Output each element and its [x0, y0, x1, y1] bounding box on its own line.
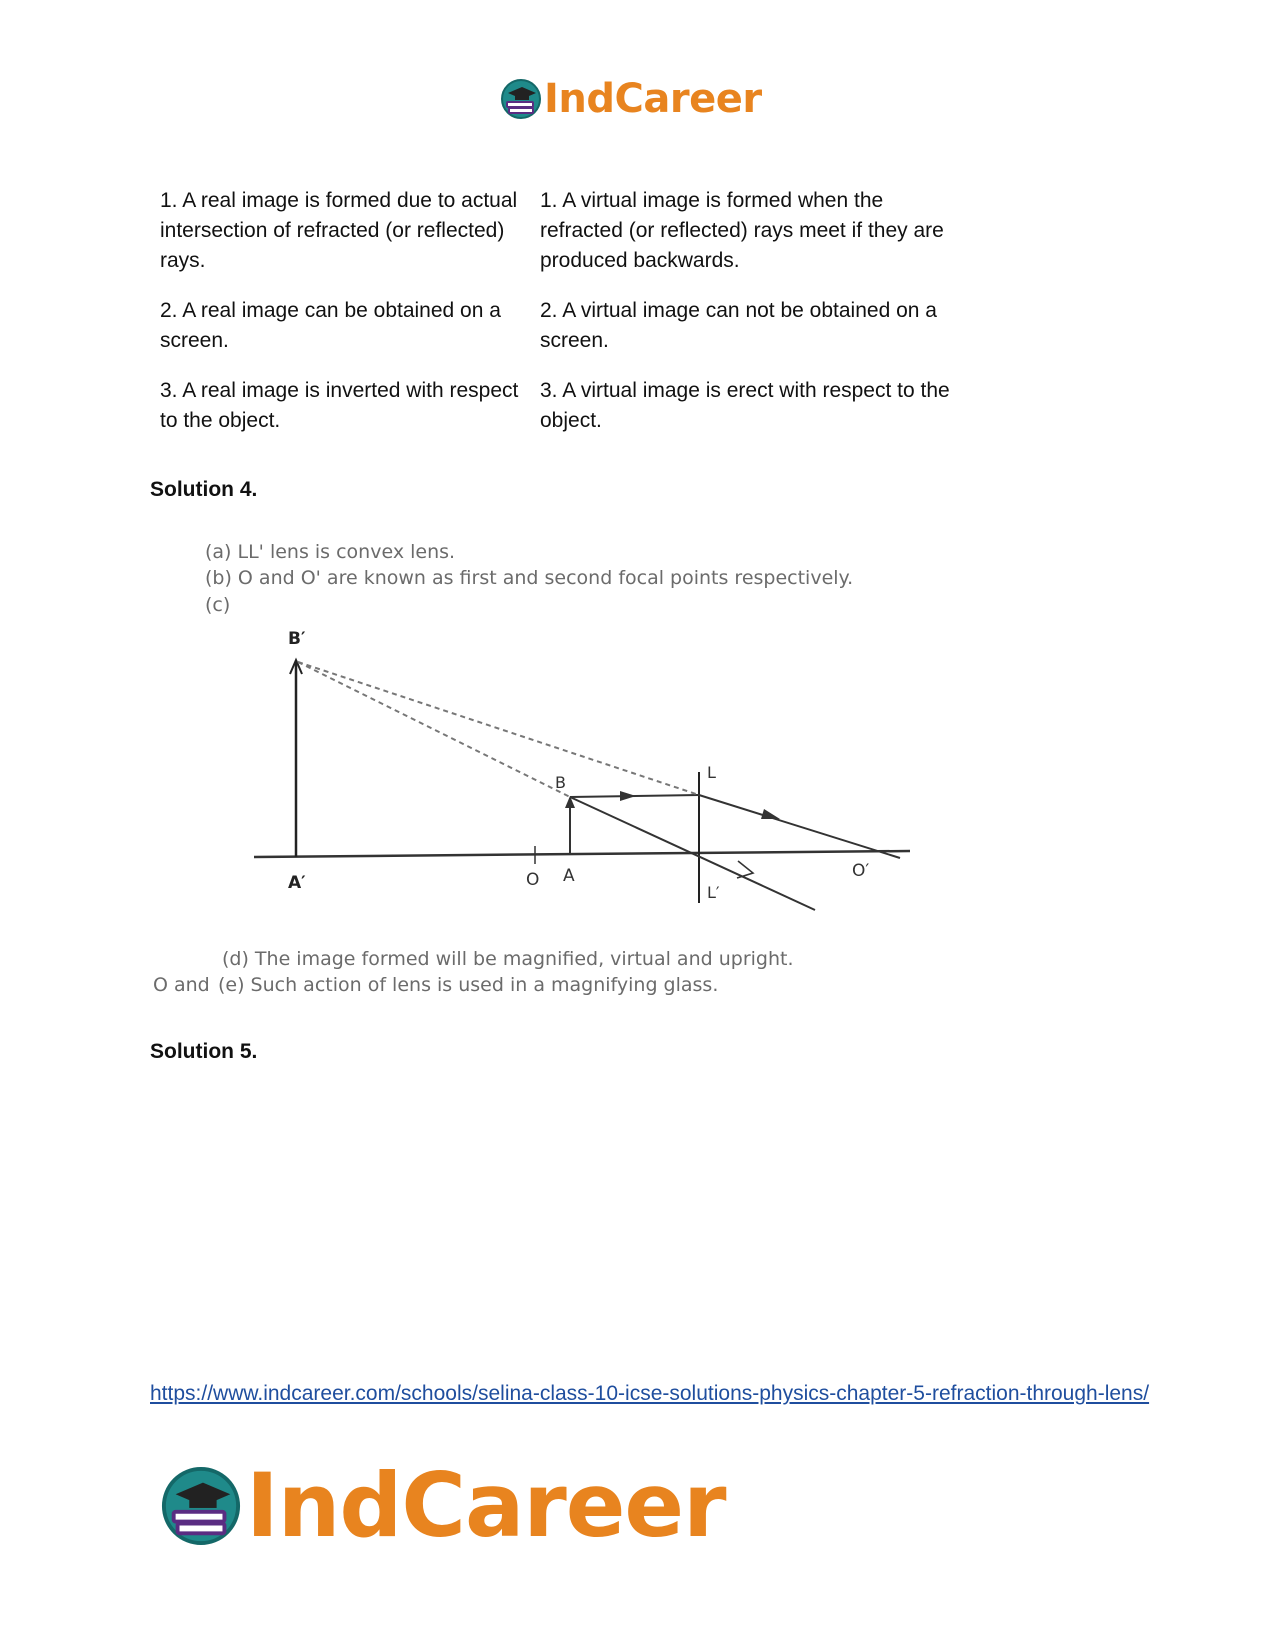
label-a-prime: A′ [288, 873, 306, 893]
real-image-point: 3. A real image is inverted with respect to the object. [160, 379, 519, 432]
logo-text: IndCareer [246, 1454, 726, 1557]
label-o-prime: O′ [852, 861, 870, 881]
ray-diagram [240, 620, 920, 930]
header-logo [500, 78, 762, 120]
virtual-image-point: 2. A virtual image can not be obtained on a screen. [540, 299, 937, 352]
comparison-row [160, 376, 960, 436]
principal-axis [254, 851, 910, 857]
ray-arrowhead [620, 791, 636, 801]
label-l: L [707, 763, 716, 782]
real-image-point: 2. A real image can be obtained on a screen. [160, 299, 501, 352]
comparison-row [160, 296, 960, 356]
graduation-book-icon [160, 1465, 242, 1547]
logo-text: IndCareer [544, 76, 762, 122]
graduation-book-icon [500, 78, 542, 120]
real-image-point: 1. A real image is formed due to actual intersection of refracted (or reflected) rays. [160, 189, 518, 272]
ray-arrowhead [761, 809, 780, 819]
answer-d: (d) The image formed will be magnified, virtual and upright. [222, 948, 794, 970]
label-o: O [526, 870, 540, 890]
refracted-ray [699, 795, 900, 858]
label-l-prime: L′ [707, 883, 720, 902]
answer-a: (a) LL' lens is convex lens. [205, 541, 456, 563]
comparison-row [160, 186, 960, 276]
source-link[interactable]: https://www.indcareer.com/schools/selina-class-10-icse-solutions-physics-chapter-5-refraction-through-lens/ [150, 1382, 1150, 1405]
stray-text: O and [153, 974, 210, 996]
answer-c: (c) [205, 594, 231, 616]
virtual-image-point: 1. A virtual image is formed when the refracted (or reflected) rays meet if they are produced backwards. [540, 189, 944, 272]
comparison-table [160, 186, 960, 456]
solution-5-heading: Solution 5. [150, 1040, 258, 1063]
virtual-image-point: 3. A virtual image is erect with respect to the object. [540, 379, 950, 432]
footer-logo [160, 1454, 726, 1557]
label-b: B [555, 773, 566, 792]
virtual-ray [298, 662, 570, 797]
answer-b: (b) O and O' are known as first and second focal points respectively. [205, 567, 854, 589]
label-a: A [563, 866, 575, 886]
answer-e: (e) Such action of lens is used in a magnifying glass. [218, 974, 719, 996]
label-b-prime: B′ [288, 629, 306, 649]
solution-4-heading: Solution 4. [150, 478, 258, 501]
virtual-ray [298, 662, 699, 795]
